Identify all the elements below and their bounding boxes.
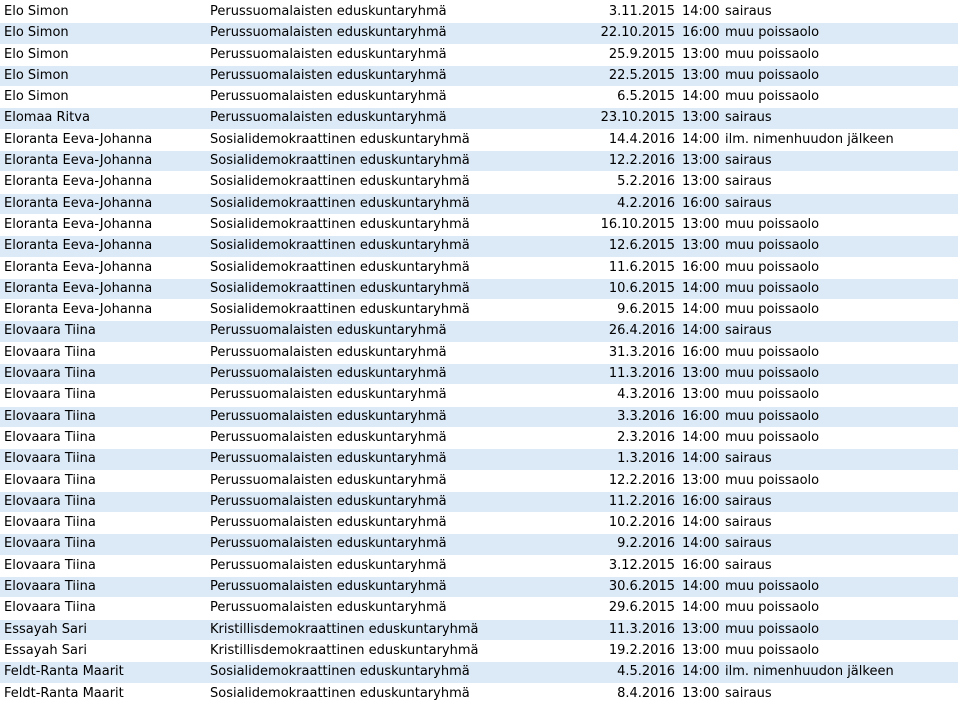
absence-time: 16:00	[682, 25, 720, 41]
member-name: Elo Simon	[4, 46, 69, 62]
absence-date: 22.5.2015	[608, 67, 675, 83]
absence-reason: muu poissaolo	[725, 579, 820, 595]
absence-time: 16:00	[682, 344, 720, 360]
parliamentary-group: Sosialidemokraattinen eduskuntaryhmä	[210, 685, 470, 701]
absence-date: 11.6.2015	[608, 259, 675, 275]
absence-time: 16:00	[682, 195, 720, 211]
absence-reason: muu poissaolo	[725, 46, 820, 62]
parliamentary-group: Perussuomalaisten eduskuntaryhmä	[210, 600, 447, 616]
member-name: Eloranta Eeva-Johanna	[4, 153, 153, 169]
parliamentary-group: Sosialidemokraattinen eduskuntaryhmä	[210, 259, 470, 275]
absence-time: 14:00	[682, 302, 720, 318]
absence-reason: muu poissaolo	[725, 67, 820, 83]
member-name: Elovaara Tiina	[4, 344, 96, 360]
absence-time: 13:00	[682, 174, 720, 190]
table-row	[0, 598, 958, 618]
absence-time: 16:00	[682, 408, 720, 424]
table-row	[0, 2, 958, 22]
table-row	[0, 151, 958, 171]
absence-date: 23.10.2015	[600, 110, 675, 126]
parliamentary-group: Perussuomalaisten eduskuntaryhmä	[210, 472, 447, 488]
parliamentary-group: Perussuomalaisten eduskuntaryhmä	[210, 579, 447, 595]
member-name: Elo Simon	[4, 67, 69, 83]
parliamentary-group: Sosialidemokraattinen eduskuntaryhmä	[210, 302, 470, 318]
parliamentary-group: Sosialidemokraattinen eduskuntaryhmä	[210, 153, 470, 169]
absence-time: 13:00	[682, 153, 720, 169]
table-row	[0, 513, 958, 533]
absence-time: 16:00	[682, 493, 720, 509]
absence-date: 3.12.2015	[608, 557, 675, 573]
member-name: Elovaara Tiina	[4, 515, 96, 531]
table-row	[0, 172, 958, 192]
absence-time: 14:00	[682, 451, 720, 467]
absence-reason: muu poissaolo	[725, 238, 820, 254]
absence-reason: sairaus	[725, 493, 772, 509]
absence-date: 2.3.2016	[617, 429, 675, 445]
absence-reason: muu poissaolo	[725, 387, 820, 403]
parliamentary-group: Perussuomalaisten eduskuntaryhmä	[210, 89, 447, 105]
parliamentary-group: Perussuomalaisten eduskuntaryhmä	[210, 429, 447, 445]
table-row	[0, 662, 958, 682]
table-row	[0, 534, 958, 554]
absence-date: 1.3.2016	[617, 451, 675, 467]
absence-time: 13:00	[682, 216, 720, 232]
absence-time: 14:00	[682, 429, 720, 445]
absence-time: 14:00	[682, 89, 720, 105]
member-name: Feldt-Ranta Maarit	[4, 685, 124, 701]
member-name: Elo Simon	[4, 4, 69, 19]
absence-date: 9.2.2016	[617, 536, 675, 552]
table-row	[0, 108, 958, 128]
table-row	[0, 471, 958, 491]
absence-time: 13:00	[682, 472, 720, 488]
absence-reason: muu poissaolo	[725, 366, 820, 382]
table-row	[0, 577, 958, 597]
table-row	[0, 428, 958, 448]
member-name: Eloranta Eeva-Johanna	[4, 195, 153, 211]
absence-time: 13:00	[682, 238, 720, 254]
member-name: Elomaa Ritva	[4, 110, 90, 126]
absence-date: 30.6.2015	[608, 579, 675, 595]
parliamentary-group: Perussuomalaisten eduskuntaryhmä	[210, 110, 447, 126]
parliamentary-group: Perussuomalaisten eduskuntaryhmä	[210, 493, 447, 509]
absence-date: 14.4.2016	[608, 131, 675, 147]
member-name: Eloranta Eeva-Johanna	[4, 131, 153, 147]
absence-table	[0, 2, 958, 705]
member-name: Elo Simon	[4, 89, 69, 105]
absence-reason: muu poissaolo	[725, 472, 820, 488]
parliamentary-group: Perussuomalaisten eduskuntaryhmä	[210, 557, 447, 573]
parliamentary-group: Perussuomalaisten eduskuntaryhmä	[210, 451, 447, 467]
absence-time: 13:00	[682, 685, 720, 701]
absence-reason: muu poissaolo	[725, 621, 820, 637]
absence-time: 13:00	[682, 621, 720, 637]
table-row	[0, 449, 958, 469]
absence-reason: sairaus	[725, 515, 772, 531]
parliamentary-group: Sosialidemokraattinen eduskuntaryhmä	[210, 664, 470, 680]
absence-reason: ilm. nimenhuudon jälkeen	[725, 131, 894, 147]
member-name: Feldt-Ranta Maarit	[4, 664, 124, 680]
absence-time: 14:00	[682, 600, 720, 616]
table-row	[0, 620, 958, 640]
member-name: Essayah Sari	[4, 642, 87, 658]
parliamentary-group: Perussuomalaisten eduskuntaryhmä	[210, 366, 447, 382]
table-row	[0, 279, 958, 299]
table-row	[0, 364, 958, 384]
absence-date: 5.2.2016	[617, 174, 675, 190]
member-name: Eloranta Eeva-Johanna	[4, 259, 153, 275]
parliamentary-group: Perussuomalaisten eduskuntaryhmä	[210, 323, 447, 339]
table-row	[0, 300, 958, 320]
member-name: Elovaara Tiina	[4, 600, 96, 616]
absence-reason: sairaus	[725, 323, 772, 339]
absence-time: 14:00	[682, 579, 720, 595]
member-name: Eloranta Eeva-Johanna	[4, 302, 153, 318]
table-row	[0, 684, 958, 704]
absence-reason: muu poissaolo	[725, 642, 820, 658]
member-name: Elovaara Tiina	[4, 408, 96, 424]
absence-reason: muu poissaolo	[725, 89, 820, 105]
parliamentary-group: Sosialidemokraattinen eduskuntaryhmä	[210, 195, 470, 211]
absence-date: 4.2.2016	[617, 195, 675, 211]
parliamentary-group: Sosialidemokraattinen eduskuntaryhmä	[210, 216, 470, 232]
parliamentary-group: Perussuomalaisten eduskuntaryhmä	[210, 515, 447, 531]
absence-date: 10.6.2015	[608, 280, 675, 296]
parliamentary-group: Perussuomalaisten eduskuntaryhmä	[210, 25, 447, 41]
member-name: Elovaara Tiina	[4, 429, 96, 445]
absence-date: 29.6.2015	[608, 600, 675, 616]
absence-time: 13:00	[682, 46, 720, 62]
member-name: Elovaara Tiina	[4, 493, 96, 509]
parliamentary-group: Sosialidemokraattinen eduskuntaryhmä	[210, 131, 470, 147]
absence-date: 11.3.2016	[608, 621, 675, 637]
absence-date: 12.2.2016	[608, 153, 675, 169]
absence-reason: sairaus	[725, 153, 772, 169]
table-row	[0, 236, 958, 256]
absence-reason: sairaus	[725, 110, 772, 126]
table-row	[0, 407, 958, 427]
absence-date: 6.5.2015	[617, 89, 675, 105]
member-name: Elovaara Tiina	[4, 366, 96, 382]
absence-reason: sairaus	[725, 685, 772, 701]
table-row	[0, 492, 958, 512]
table-row	[0, 215, 958, 235]
absence-date: 9.6.2015	[617, 302, 675, 318]
parliamentary-group: Perussuomalaisten eduskuntaryhmä	[210, 46, 447, 62]
absence-date: 12.6.2015	[608, 238, 675, 254]
absence-time: 14:00	[682, 323, 720, 339]
parliamentary-group: Sosialidemokraattinen eduskuntaryhmä	[210, 280, 470, 296]
member-name: Elovaara Tiina	[4, 451, 96, 467]
absence-date: 12.2.2016	[608, 472, 675, 488]
parliamentary-group: Perussuomalaisten eduskuntaryhmä	[210, 67, 447, 83]
member-name: Eloranta Eeva-Johanna	[4, 216, 153, 232]
absence-reason: muu poissaolo	[725, 408, 820, 424]
parliamentary-group: Perussuomalaisten eduskuntaryhmä	[210, 344, 447, 360]
parliamentary-group: Kristillisdemokraattinen eduskuntaryhmä	[210, 621, 479, 637]
absence-date: 19.2.2016	[608, 642, 675, 658]
absence-reason: muu poissaolo	[725, 280, 820, 296]
absence-reason: sairaus	[725, 451, 772, 467]
absence-time: 13:00	[682, 366, 720, 382]
absence-reason: sairaus	[725, 4, 772, 19]
absence-time: 13:00	[682, 387, 720, 403]
member-name: Eloranta Eeva-Johanna	[4, 238, 153, 254]
parliamentary-group: Sosialidemokraattinen eduskuntaryhmä	[210, 238, 470, 254]
member-name: Elovaara Tiina	[4, 557, 96, 573]
absence-time: 14:00	[682, 4, 720, 19]
absence-date: 3.11.2015	[608, 4, 675, 19]
absence-reason: sairaus	[725, 174, 772, 190]
absence-time: 14:00	[682, 664, 720, 680]
absence-time: 13:00	[682, 110, 720, 126]
absence-reason: sairaus	[725, 557, 772, 573]
absence-date: 11.3.2016	[608, 366, 675, 382]
parliamentary-group: Kristillisdemokraattinen eduskuntaryhmä	[210, 642, 479, 658]
absence-reason: muu poissaolo	[725, 429, 820, 445]
table-row	[0, 258, 958, 278]
absence-date: 4.5.2016	[617, 664, 675, 680]
table-row	[0, 321, 958, 341]
absence-date: 3.3.2016	[617, 408, 675, 424]
absence-time: 14:00	[682, 515, 720, 531]
parliamentary-group: Perussuomalaisten eduskuntaryhmä	[210, 387, 447, 403]
table-row	[0, 45, 958, 65]
table-row	[0, 66, 958, 86]
absence-date: 4.3.2016	[617, 387, 675, 403]
absence-date: 8.4.2016	[617, 685, 675, 701]
absence-reason: sairaus	[725, 195, 772, 211]
absence-reason: muu poissaolo	[725, 302, 820, 318]
member-name: Eloranta Eeva-Johanna	[4, 280, 153, 296]
member-name: Essayah Sari	[4, 621, 87, 637]
member-name: Elovaara Tiina	[4, 536, 96, 552]
table-row	[0, 194, 958, 214]
absence-reason: muu poissaolo	[725, 216, 820, 232]
absence-date: 22.10.2015	[600, 25, 675, 41]
member-name: Elovaara Tiina	[4, 323, 96, 339]
absence-time: 13:00	[682, 67, 720, 83]
absence-time: 14:00	[682, 131, 720, 147]
member-name: Elovaara Tiina	[4, 387, 96, 403]
absence-date: 26.4.2016	[608, 323, 675, 339]
table-row	[0, 343, 958, 363]
absence-date: 10.2.2016	[608, 515, 675, 531]
absence-reason: muu poissaolo	[725, 25, 820, 41]
parliamentary-group: Perussuomalaisten eduskuntaryhmä	[210, 536, 447, 552]
member-name: Eloranta Eeva-Johanna	[4, 174, 153, 190]
absence-time: 16:00	[682, 557, 720, 573]
parliamentary-group: Sosialidemokraattinen eduskuntaryhmä	[210, 174, 470, 190]
absence-date: 25.9.2015	[608, 46, 675, 62]
absence-time: 16:00	[682, 259, 720, 275]
parliamentary-group: Perussuomalaisten eduskuntaryhmä	[210, 4, 447, 19]
absence-date: 31.3.2016	[608, 344, 675, 360]
absence-date: 16.10.2015	[600, 216, 675, 232]
member-name: Elovaara Tiina	[4, 472, 96, 488]
table-row	[0, 556, 958, 576]
member-name: Elovaara Tiina	[4, 579, 96, 595]
absence-reason: muu poissaolo	[725, 600, 820, 616]
absence-reason: ilm. nimenhuudon jälkeen	[725, 664, 894, 680]
absence-date: 11.2.2016	[608, 493, 675, 509]
table-row	[0, 641, 958, 661]
parliamentary-group: Perussuomalaisten eduskuntaryhmä	[210, 408, 447, 424]
table-row	[0, 385, 958, 405]
table-row	[0, 130, 958, 150]
absence-reason: muu poissaolo	[725, 344, 820, 360]
absence-time: 13:00	[682, 642, 720, 658]
table-row	[0, 87, 958, 107]
absence-time: 14:00	[682, 536, 720, 552]
member-name: Elo Simon	[4, 25, 69, 41]
absence-reason: sairaus	[725, 536, 772, 552]
absence-time: 14:00	[682, 280, 720, 296]
absence-reason: muu poissaolo	[725, 259, 820, 275]
table-row	[0, 23, 958, 43]
